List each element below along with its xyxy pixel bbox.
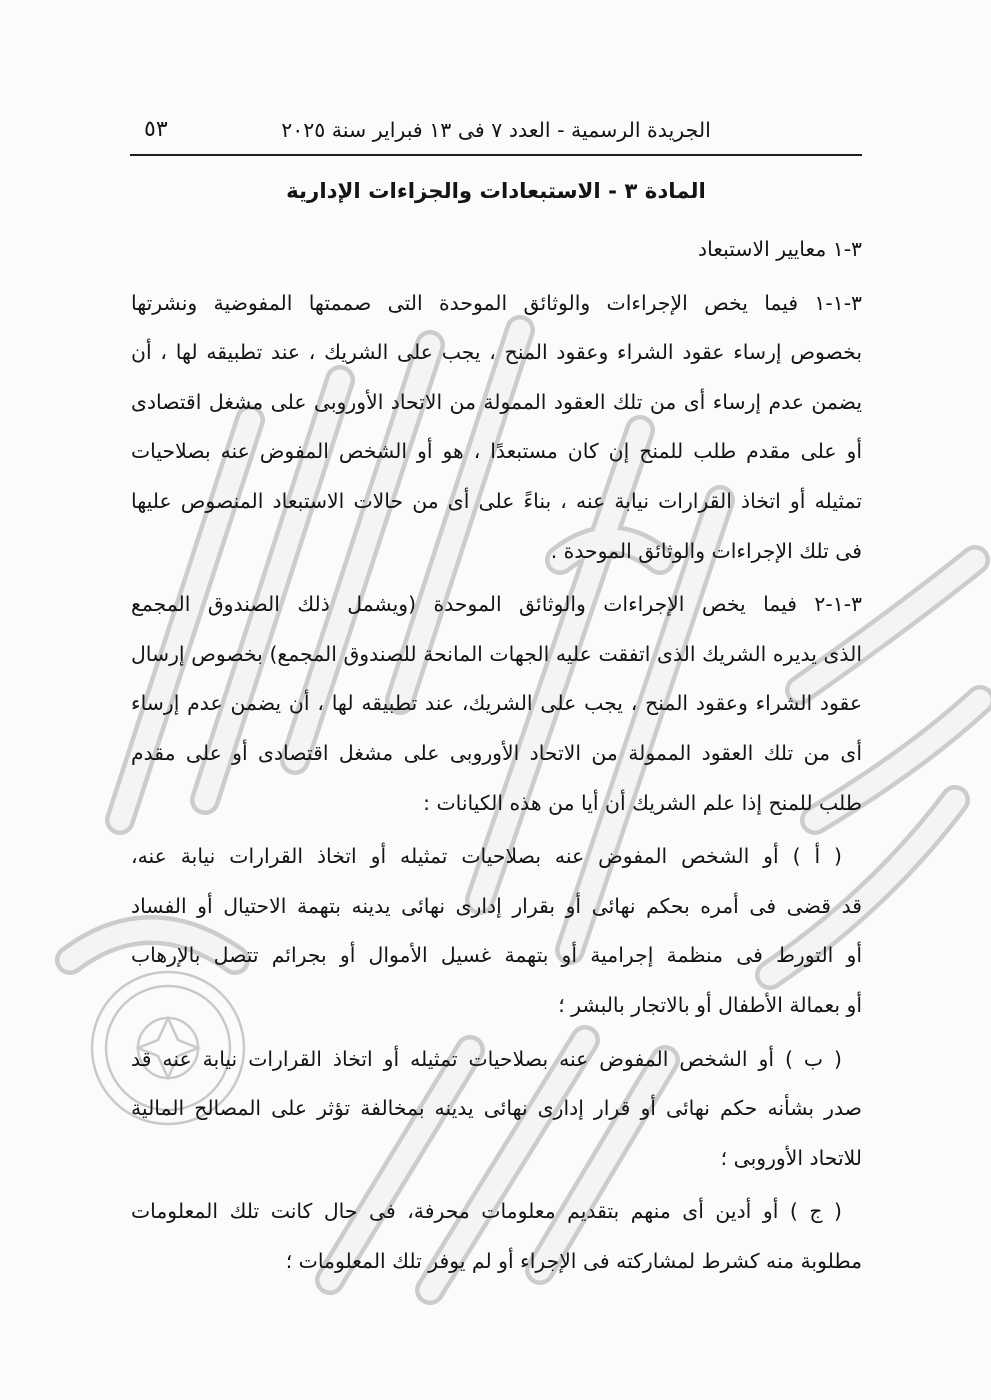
clause-c: [130, 1187, 862, 1286]
text-line: [130, 882, 862, 932]
page-header: [130, 110, 862, 150]
article-title-text: المادة ٣ - الاستبعادات والجزاءات الإدارية: [286, 179, 706, 204]
text-line-content: طلب للمنح إذا علم الشريك أن أيا من هذه الكيانات :: [423, 790, 862, 815]
paragraph-3-1-2: [130, 580, 862, 828]
text-line: [130, 630, 862, 680]
text-line: [130, 1187, 862, 1237]
text-line-content: تمثيله أو اتخاذ القرارات نيابة عنه ، بناءً على أى من حالات الاستبعاد المنصوص عليها: [131, 488, 862, 513]
text-line-content: فى تلك الإجراءات والوثائق الموحدة .: [550, 538, 862, 563]
text-line: [130, 981, 862, 1031]
text-line-content: بخصوص إرساء عقود الشراء وعقود المنح ، يجب على الشريك ، عند تطبيقه لها ، أن: [131, 340, 862, 365]
text-line: [130, 328, 862, 378]
text-line-content: أى من تلك العقود الممولة من الاتحاد الأوروبى على مشغل اقتصادى أو على مقدم: [131, 740, 862, 765]
article-title: [130, 170, 862, 214]
text-line: [130, 1035, 862, 1085]
text-line: [130, 1134, 862, 1184]
text-line-content: ( ج ) أو أدين أى منهم بتقديم معلومات محرفة، فى حال كانت تلك المعلومات: [131, 1199, 842, 1224]
text-line: [130, 779, 862, 829]
text-line-content: أو التورط فى منظمة إجرامية أو بتهمة غسيل الأموال أو بجرائم تتصل بالإرهاب: [131, 943, 862, 968]
text-line-content: أو على مقدم طلب للمنح إن كان مستبعدًا ، هو أو الشخص المفوض عنه بصلاحيات: [131, 439, 862, 464]
text-line: [130, 832, 862, 882]
text-line-content: الذى يديره الشريك الذى اتفقت عليه الجهات المانحة للصندوق المجمع) بخصوص إرسال: [131, 641, 862, 666]
text-line-content: عقود الشراء وعقود المنح ، يجب على الشريك، عند تطبيقه لها ، أن يضمن عدم إرساء: [131, 691, 862, 716]
text-line-content: مطلوبة منه كشرط لمشاركته فى الإجراء أو لم يوفر تلك المعلومات ؛: [285, 1248, 862, 1273]
text-line: [130, 1084, 862, 1134]
text-line: [130, 931, 862, 981]
text-line-content: أو بعمالة الأطفال أو بالاتجار بالبشر ؛: [558, 992, 862, 1017]
text-line: [130, 1237, 862, 1287]
text-line: [130, 679, 862, 729]
text-line: [130, 527, 862, 577]
text-line: [130, 427, 862, 477]
clause-a: [130, 832, 862, 1030]
section-heading-text: ٣-١ معايير الاستبعاد: [698, 237, 862, 261]
text-line-content: ( أ ) أو الشخص المفوض عنه بصلاحيات تمثيله أو اتخاذ القرارات نيابة عنه،: [131, 844, 842, 869]
text-line: [130, 477, 862, 527]
text-line-content: ( ب ) أو الشخص المفوض عنه بصلاحيات تمثيله أو اتخاذ القرارات نيابة عنه قد: [131, 1046, 842, 1071]
text-line-content: ٣-١-٢ فيما يخص الإجراءات والوثائق الموحدة (ويشمل ذلك الصندوق المجمع: [131, 592, 862, 617]
text-line-content: ٣-١-١ فيما يخص الإجراءات والوثائق الموحدة التى صممتها المفوضية ونشرتها: [131, 290, 862, 315]
text-line-content: يضمن عدم إرساء أى من تلك العقود الممولة من الاتحاد الأوروبى على مشغل اقتصادى: [131, 389, 862, 414]
page-number: ٥٣: [144, 117, 168, 142]
text-line: [130, 729, 862, 779]
clause-b: [130, 1035, 862, 1184]
gazette-header-title-text: الجريدة الرسمية - العدد ٧ فى ١٣ فبراير سنة ٢٠٢٥: [281, 118, 711, 142]
text-line: [130, 580, 862, 630]
text-line-content: للاتحاد الأوروبى ؛: [720, 1145, 862, 1170]
text-line: [130, 378, 862, 428]
text-line-content: قد قضى فى أمره بحكم نهائى أو بقرار إدارى نهائى يدينه بتهمة الاحتيال أو الفساد: [131, 893, 862, 918]
section-heading: [130, 225, 862, 275]
article-body: [130, 225, 862, 1286]
text-line-content: صدر بشأنه حكم نهائى أو قرار إدارى نهائى يدينه بمخالفة تؤثر على المصالح المالية: [131, 1096, 862, 1121]
gazette-header-title: [130, 110, 862, 152]
header-rule: [130, 154, 862, 156]
text-line: [130, 279, 862, 329]
paragraph-3-1-1: [130, 279, 862, 577]
